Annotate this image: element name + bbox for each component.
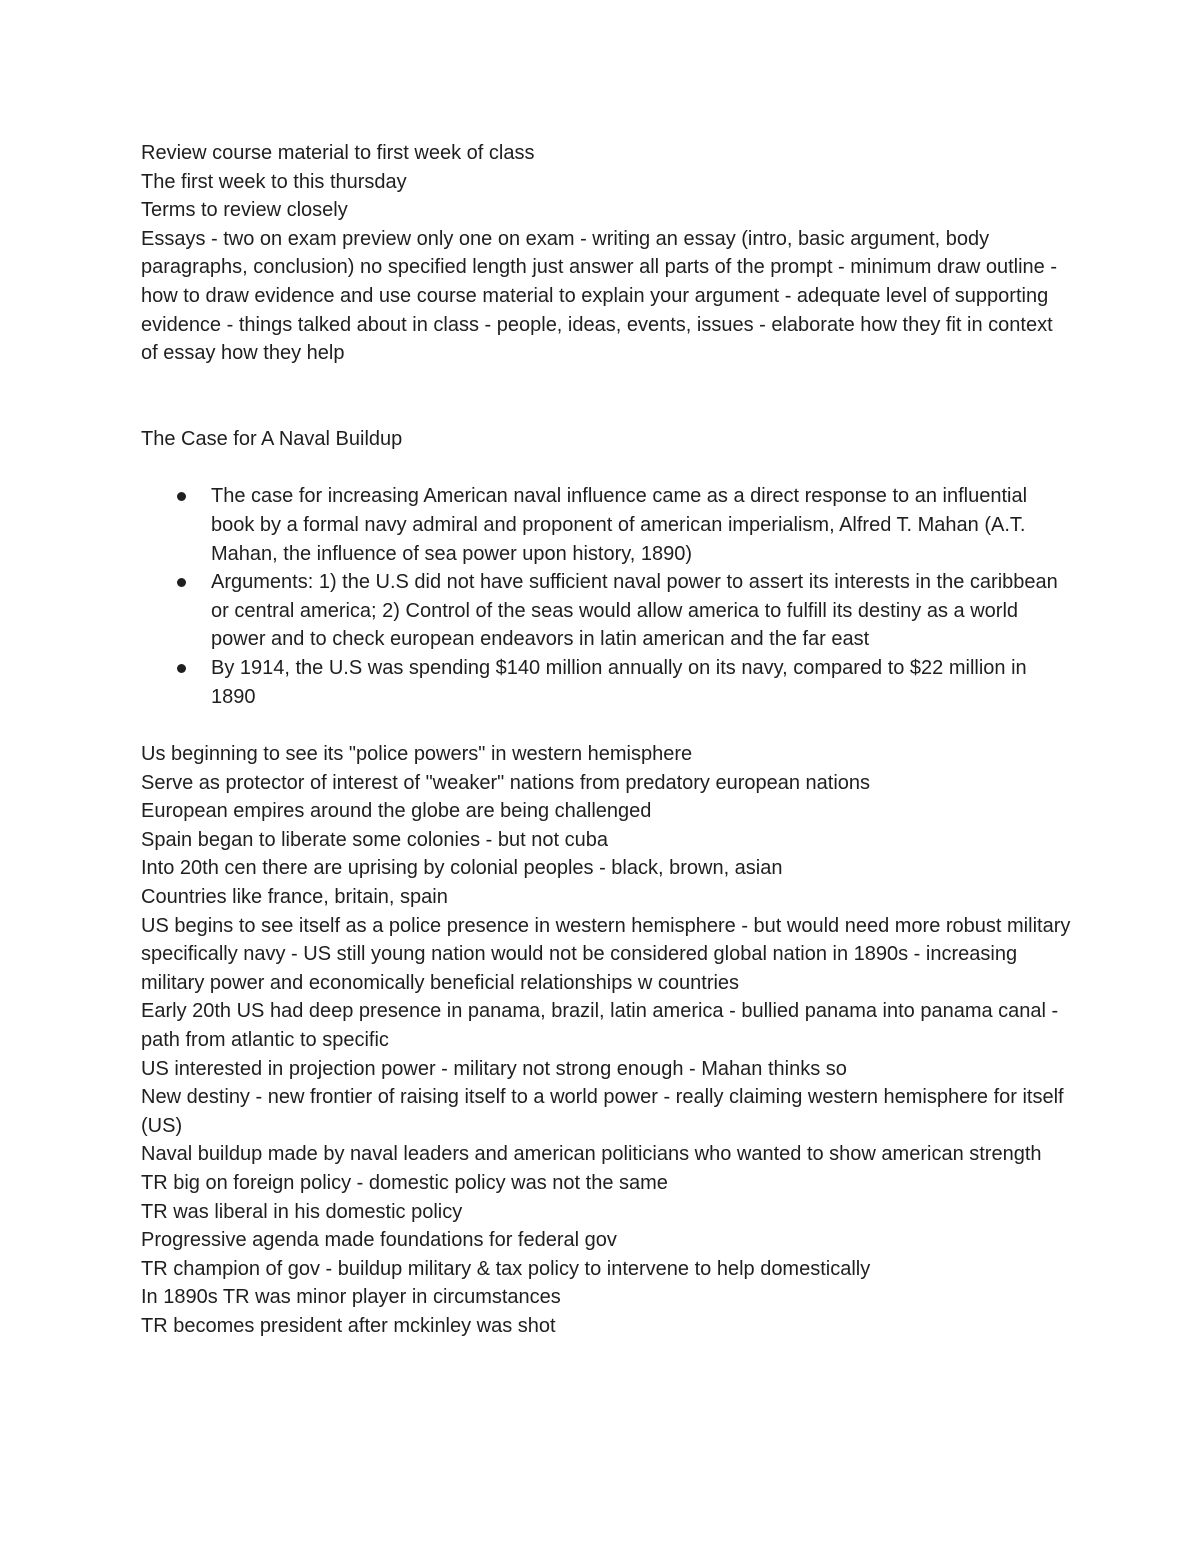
note-line: Progressive agenda made foundations for federal gov — [141, 1229, 617, 1252]
spacer — [141, 368, 1071, 425]
spacer — [141, 453, 1071, 482]
list-item-text: The case for increasing American naval influence came as a direct response to an influential book by a formal navy admiral and proponent of american imperialism, Alfred T. Mahan (A.T. Mahan, the influence of sea power upon history, 1890) — [211, 485, 1028, 565]
note-line: TR was liberal in his domestic policy — [141, 1200, 463, 1223]
note-line: Countries like france, britain, spain — [141, 886, 448, 909]
note-line: In 1890s TR was minor player in circumstances — [141, 1286, 561, 1309]
list-item-text: Arguments: 1) the U.S did not have sufficient naval power to assert its interests in the caribbean or central america; 2) Control of the seas would allow america to fulfill its destiny as a world power and to check european endeavors in latin american and the far east — [211, 571, 1058, 651]
intro-essay-paragraph: Essays - two on exam preview only one on exam - writing an essay (intro, basic argument, body paragraphs, conclusion) no specified length just answer all parts of the prompt - minimum draw outline - how to draw evidence and use course material to explain your argument - adequate level of supporting evidence - things talked about in class - people, ideas, events, issues - elaborate how they fit in context of essay how they help — [141, 227, 1057, 365]
note-line: Naval buildup made by naval leaders and american politicians who wanted to show american strength — [141, 1143, 1042, 1166]
note-line: TR big on foreign policy - domestic policy was not the same — [141, 1172, 668, 1194]
intro-line: Terms to review closely — [141, 199, 348, 222]
list-item — [211, 654, 1071, 711]
notes-block — [141, 740, 1071, 1340]
note-line: Early 20th US had deep presence in panama, brazil, latin america - bullied panama into panama canal - path from atlantic to specific — [141, 1000, 1059, 1052]
spacer — [141, 711, 1071, 740]
note-line: TR becomes president after mckinley was shot — [141, 1314, 556, 1337]
bullet-list — [141, 482, 1071, 711]
bullet-icon — [177, 492, 186, 501]
note-line: Serve as protector of interest of "weaker" nations from predatory european nations — [141, 771, 871, 794]
bullet-icon — [177, 664, 186, 673]
note-line: TR champion of gov - buildup military & tax policy to intervene to help domestically — [141, 1257, 871, 1280]
list-item-text: By 1914, the U.S was spending $140 million annually on its navy, compared to $22 million in 1890 — [211, 656, 1027, 708]
note-line: US begins to see itself as a police presence in western hemisphere - but would need more robust military specifically navy - US still young nation would not be considered global nation in 1890s - increasing military power and economically beneficial relationships w countries — [141, 914, 1071, 994]
bullet-icon — [177, 578, 186, 587]
list-item — [211, 568, 1071, 654]
note-line: Spain began to liberate some colonies - but not cuba — [141, 828, 608, 851]
section-heading: The Case for A Naval Buildup — [141, 427, 403, 450]
note-line: European empires around the globe are being challenged — [141, 800, 652, 823]
note-line: Into 20th cen there are uprising by colonial peoples - black, brown, asian — [141, 857, 783, 880]
note-line: New destiny - new frontier of raising itself to a world power - really claiming western hemisphere for itself (US) — [141, 1086, 1064, 1137]
intro-block — [141, 139, 1071, 368]
intro-line: The first week to this thursday — [141, 170, 407, 193]
document-page — [141, 139, 1071, 1341]
list-item — [211, 482, 1071, 568]
note-line: US interested in projection power - military not strong enough - Mahan thinks so — [141, 1057, 847, 1080]
intro-line: Review course material to first week of class — [141, 142, 535, 164]
note-line: Us beginning to see its "police powers" in western hemisphere — [141, 743, 693, 766]
